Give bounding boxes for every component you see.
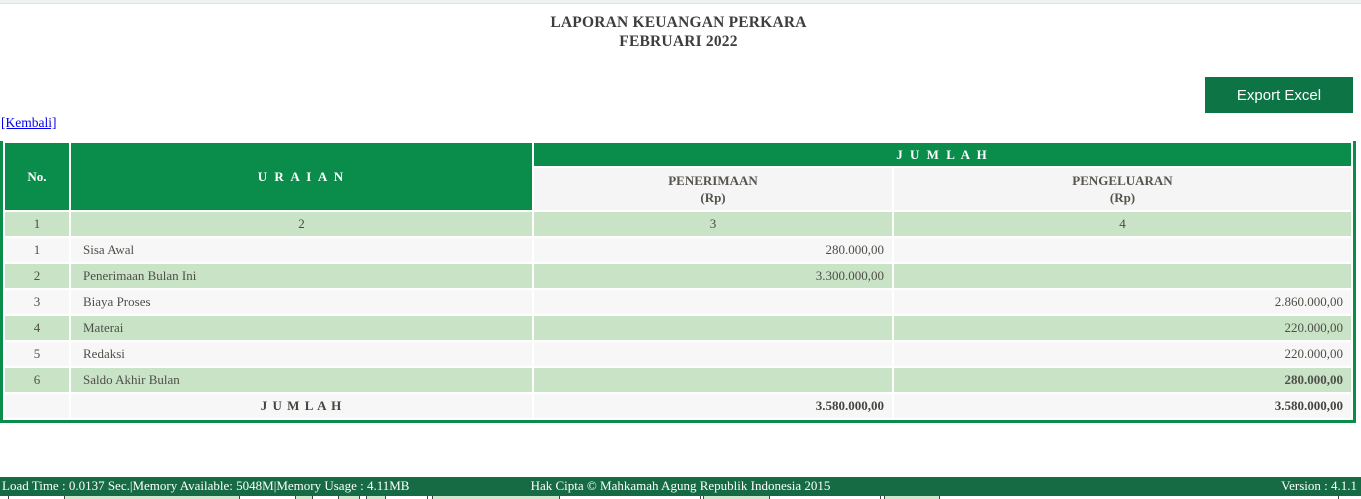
row-no: 6 [5, 368, 69, 392]
total-penerimaan: 3.580.000,00 [534, 394, 892, 418]
row-pengeluaran: 220.000,00 [894, 316, 1351, 340]
row-penerimaan: 280.000,00 [534, 238, 892, 262]
row-penerimaan: 3.300.000,00 [534, 264, 892, 288]
column-number-row [5, 212, 1351, 236]
column-header-uraian: U R A I A N [71, 143, 532, 210]
table-row [5, 238, 1351, 262]
row-pengeluaran [894, 264, 1351, 288]
table-total-row [5, 394, 1351, 418]
row-uraian: Redaksi [71, 342, 532, 366]
row-pengeluaran: 2.860.000,00 [894, 290, 1351, 314]
status-copyright: Hak Cipta © Mahkamah Agung Republik Indonesia 2015 [530, 478, 831, 493]
pengeluaran-label: PENGELUARAN [1072, 173, 1173, 188]
pengeluaran-unit: (Rp) [1109, 190, 1136, 205]
row-pengeluaran [894, 238, 1351, 262]
penerimaan-unit: (Rp) [700, 190, 726, 205]
page-title [0, 13, 1357, 51]
table-row [5, 342, 1351, 366]
column-header-pengeluaran [894, 168, 1351, 210]
row-no: 1 [5, 238, 69, 262]
row-uraian: Biaya Proses [71, 290, 532, 314]
column-header-no: No. [5, 143, 69, 210]
row-uraian: Penerimaan Bulan Ini [71, 264, 532, 288]
row-pengeluaran: 280.000,00 [894, 368, 1351, 392]
export-excel-button[interactable]: Export Excel [1205, 77, 1353, 113]
status-load-time: Load Time : 0.0137 Sec.|Memory Available: 5048M|Memory Usage : 4.11MB [2, 478, 410, 493]
row-penerimaan [534, 342, 892, 366]
total-pengeluaran: 3.580.000,00 [894, 394, 1351, 418]
row-uraian: Sisa Awal [71, 238, 532, 262]
row-no: 3 [5, 290, 69, 314]
finance-report-table [0, 141, 1356, 423]
total-label: J U M L A H [71, 394, 532, 418]
status-bar [0, 477, 1361, 496]
row-penerimaan [534, 290, 892, 314]
column-number-3: 3 [534, 212, 892, 236]
table-row [5, 264, 1351, 288]
penerimaan-label: PENERIMAAN [668, 173, 758, 188]
row-no: 4 [5, 316, 69, 340]
row-penerimaan [534, 316, 892, 340]
column-number-4: 4 [894, 212, 1351, 236]
page-title-line1: LAPORAN KEUANGAN PERKARA [550, 14, 807, 31]
row-no: 2 [5, 264, 69, 288]
row-uraian: Saldo Akhir Bulan [71, 368, 532, 392]
back-link[interactable]: [Kembali] [1, 115, 57, 130]
row-penerimaan [534, 368, 892, 392]
table-row [5, 368, 1351, 392]
row-uraian: Materai [71, 316, 532, 340]
table-row [5, 316, 1351, 340]
column-header-penerimaan [534, 168, 892, 210]
page-title-line2: FEBRUARI 2022 [619, 33, 738, 50]
status-version: Version : 4.1.1 [1281, 478, 1357, 493]
total-no-cell [5, 394, 69, 418]
column-number-1: 1 [5, 212, 69, 236]
page-top-divider [0, 0, 1361, 4]
column-number-2: 2 [71, 212, 532, 236]
row-pengeluaran: 220.000,00 [894, 342, 1351, 366]
row-no: 5 [5, 342, 69, 366]
table-row [5, 290, 1351, 314]
column-header-jumlah: J U M L A H [534, 143, 1351, 166]
